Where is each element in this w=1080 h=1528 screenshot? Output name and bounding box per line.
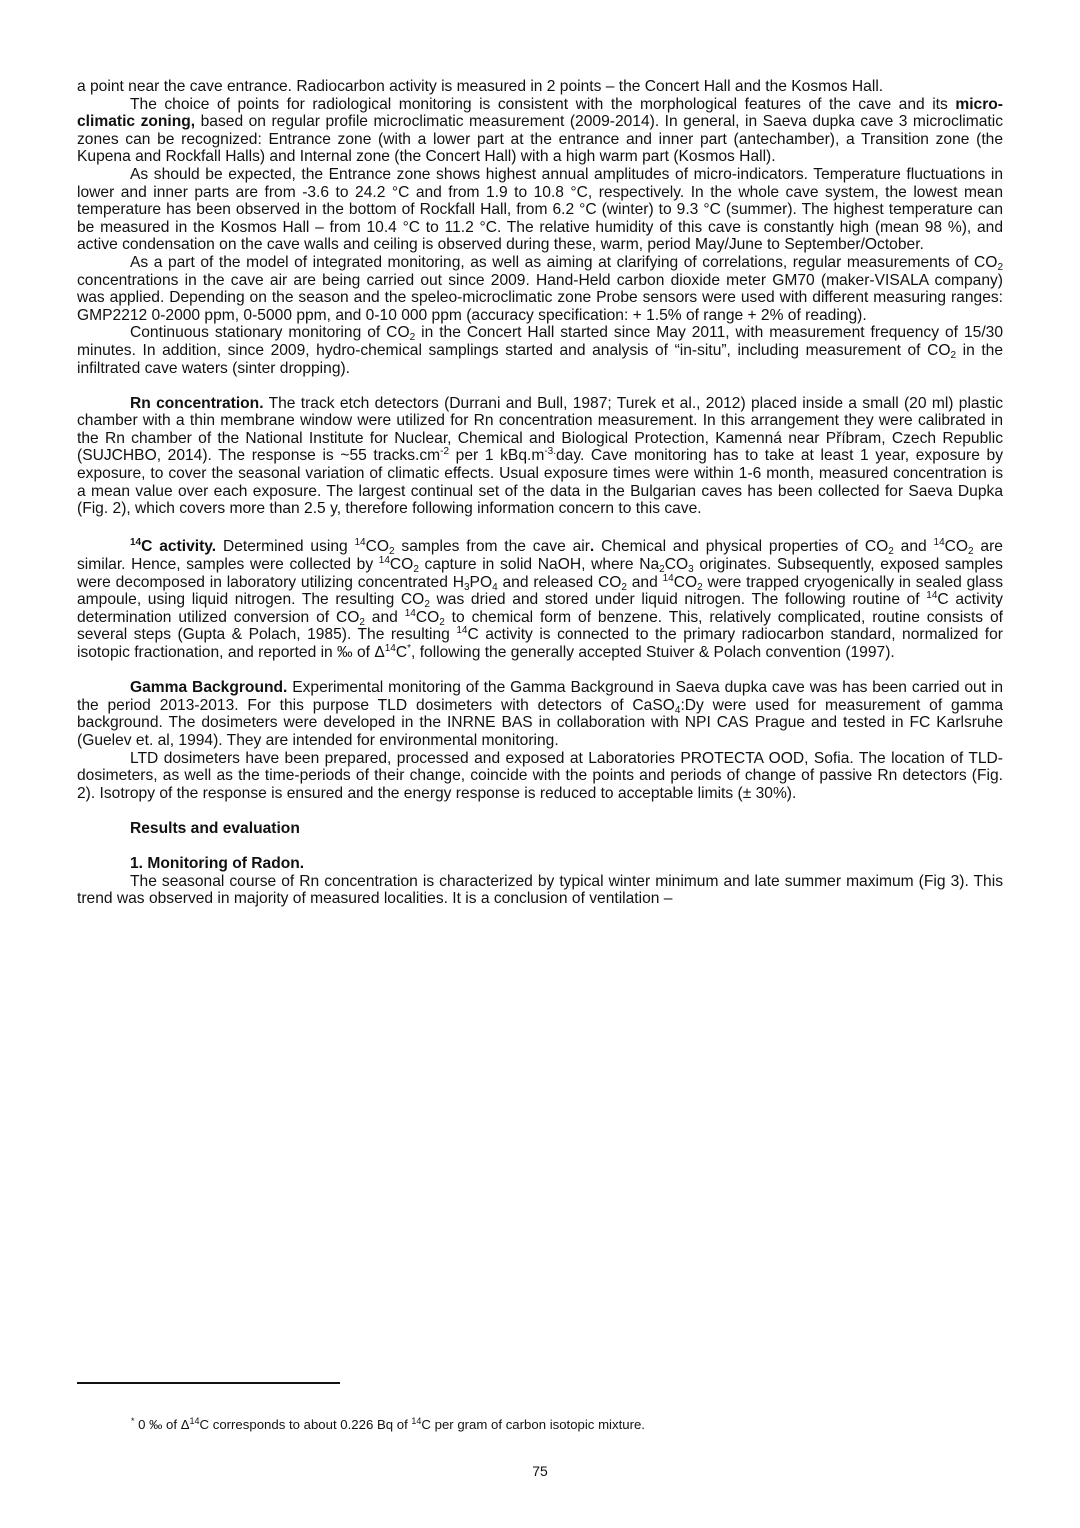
footnote-marker[interactable]: *: [407, 643, 412, 654]
section-heading-c14: $^{14}$C activity.: [130, 537, 217, 556]
paragraph-intro: a point near the cave entrance. Radiocarbon activity is measured in 2 points – the Concert Hall and the Kosmos Hall.: [77, 78, 884, 95]
section-heading-gamma: Gamma Background.: [130, 679, 288, 697]
document-body: [77, 78, 1003, 908]
term-micro-climatic-zoning: micro-climatic zoning,: [77, 95, 1003, 131]
paragraph-entrance-zone: As should be expected, the Entrance zone shows highest annual amplitudes of micro-indicators. Temperature fluctuations in lower and inner parts are from -3.6 to 24.2 °C and from 1.9 to 10.8 °C, respectively. In the whole cave system, the lowest mean temperature has been observed in the bottom of Rockfall Hall, from 6.2 °C (winter) to 9.3 °C (summer). The highest temperature can be measured in the Kosmos Hall – from 10.4 °C to 11.2 °C. The relative humidity of this cave is constantly high (mean 98 %), and active condensation on the cave walls and ceiling is observed during these, warm, period May/June to September/October.: [77, 165, 1003, 254]
footnote-divider: [77, 1382, 340, 1384]
section-heading-rn: Rn concentration.: [130, 394, 264, 412]
section-c14-activity: $^{14}$C activity. Determined using $^{14}CO_2$ samples from the cave air. Chemical and physical properties of $CO_2$ and $^{14}CO_2$ are similar. Hence, samples were collected by $^{14}CO_2$ capture in solid NaOH, where $Na_2CO_3$ originates. Subsequently, exposed samples were decomposed in laboratory utilizing concentrated $H_3PO_4$ and released $CO_2$ and $^{14}CO_2$ were trapped cryogenically in sealed glass ampoule, using liquid nitrogen. The resulting $CO_2$ was dried and stored under liquid nitrogen. The following routine of $^{14}$C activity determination utilized conversion of $CO_2$ and $^{14}CO_2$ to chemical form of benzene. This, relatively complicated, routine consists of several steps (Gupta & Polach, 1985). The resulting $^{14}$C activity is connected to the primary radiocarbon standard, normalized for isotopic fractionation, and reported in ‰ of $\Delta^{14}C^*$, following the generally accepted Stuiver & Polach convention (1997).: [77, 537, 1003, 661]
paragraph-microclimatic-zoning: The choice of points for radiological monitoring is consistent with the morphological features of the cave and its micro-climatic zoning, based on regular profile microclimatic measurement (2009-2014). In general, in Saeva dupka cave 3 microclimatic zones can be recognized: Entrance zone (with a lower part at the entrance and inner part (antechamber), a Transition zone (the Kupena and Rockfall Halls) and Internal zone (the Concert Hall) with a high warm part (Kosmos Hall).: [77, 95, 1004, 166]
footnote: * 0 ‰ of $\Delta^{14}C$ corresponds to about 0.226 Bq of $^{14}$C per gram of carbon isotopic mixture.: [131, 1416, 645, 1432]
paragraph-co2-measurements: As a part of the model of integrated monitoring, as well as aiming at clarifying of correlations, regular measurements of $CO_2$ concentrations in the cave air are being carried out since 2009. Hand-Held carbon dioxide meter GM70 (maker-VISALA company) was applied. Depending on the season and the speleo-microclimatic zone Probe sensors were used with different measuring ranges: GMP2212 0-2000 ppm, 0-5000 ppm, and 0-10 000 ppm (accuracy specification: + 1.5% of range + 2% of reading).: [77, 253, 1003, 324]
paragraph-ltd-dosimeters: LTD dosimeters have been prepared, processed and exposed at Laboratories PROTECTA OOD, Sofia. The location of TLD-dosimeters, as well as the time-periods of their change, coincide with the points and periods of change of passive Rn detectors (Fig. 2). Isotropy of the response is ensured and the energy response is reduced to acceptable limits (± 30%).: [77, 749, 1003, 802]
section-rn-concentration: Rn concentration. The track etch detectors (Durrani and Bull, 1987; Turek et al., 2012) placed inside a small (20 ml) plastic chamber with a thin membrane window were utilized for Rn concentration measurement. In this arrangement they were calibrated in the Rn chamber of the National Institute for Nuclear, Chemical and Biological Protection, Kamenná near Příbram, Czech Republic (SUJCHBO, 2014). The response is ~55 $tracks.cm^{-2}$ per 1 $kBq.m^{-3.}day$. Cave monitoring has to take at least 1 year, exposure by exposure, to cover the seasonal variation of climatic effects. Usual exposure times were within 1-6 month, measured concentration is a mean value over each exposure. The largest continual set of the data in the Bulgarian caves has been collected for Saeva Dupka (Fig. 2), which covers more than 2.5 y, therefore following information concern to this cave.: [77, 394, 1003, 518]
paragraph-radon-seasonal: The seasonal course of Rn concentration is characterized by typical winter minimum and late summer maximum (Fig 3). This trend was observed in majority of measured localities. It is a conclusion of ventilation –: [77, 872, 1003, 908]
section-gamma-background: Gamma Background. Experimental monitoring of the Gamma Background in Saeva dupka cave was has been carried out in the period 2013-2013. For this purpose TLD dosimeters with detectors of CaSO$_4$:Dy were used for measurement of gamma background. The dosimeters were developed in the INRNE BAS in collaboration with NPI CAS Prague and tested in FC Karlsruhe (Guelev et. al, 1994). They are intended for environmental monitoring.: [77, 679, 1004, 749]
section-heading-results: Results and evaluation: [130, 819, 300, 837]
subsection-heading-radon: 1. Monitoring of Radon.: [130, 855, 305, 873]
paragraph-continuous-monitoring: Continuous stationary monitoring of $CO_2$ in the Concert Hall started since May 2011, with measurement frequency of 15/30 minutes. In addition, since 2009, hydro-chemical samplings started and analysis of “in-situ”, including measurement of $CO_2$ in the infiltrated cave waters (sinter dropping).: [77, 324, 1003, 377]
page-number: 75: [532, 1463, 548, 1479]
